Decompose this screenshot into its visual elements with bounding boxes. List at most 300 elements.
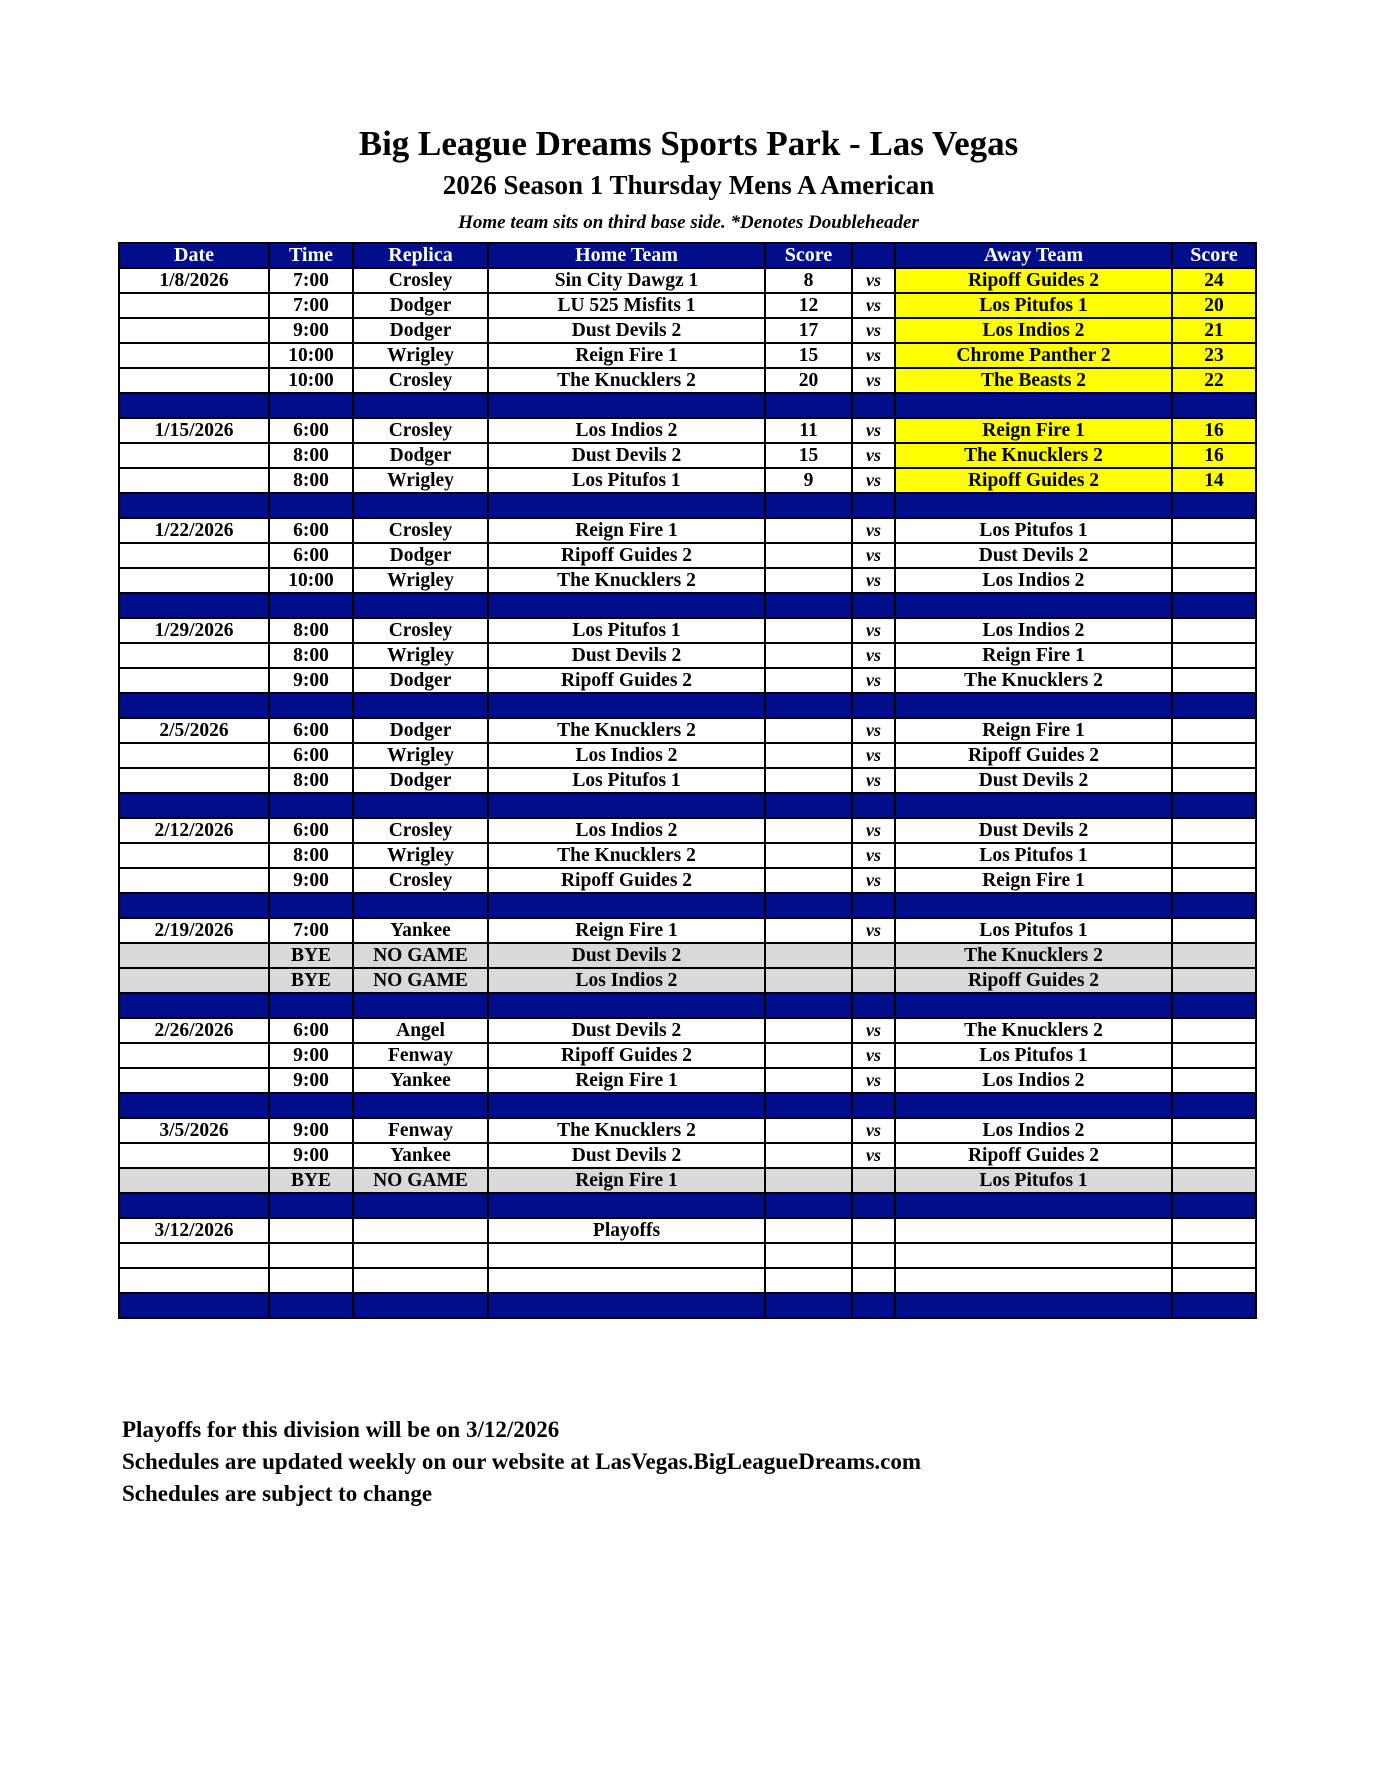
replica-cell: Wrigley: [353, 643, 488, 668]
table-row: [119, 543, 1256, 568]
date-cell: [119, 568, 269, 593]
date-cell: [119, 1168, 269, 1193]
vs-cell: vs: [852, 518, 895, 543]
away-team-cell: Los Pitufos 1: [895, 918, 1172, 943]
home-score-cell: [765, 1268, 852, 1293]
separator-cell: [1172, 493, 1256, 518]
away-team-cell: [895, 1268, 1172, 1293]
home-team-cell: Ripoff Guides 2: [488, 1043, 765, 1068]
separator-cell: [1172, 793, 1256, 818]
replica-cell: Crosley: [353, 518, 488, 543]
footer-change-note: Schedules are subject to change: [122, 1481, 433, 1506]
home-team-cell: Reign Fire 1: [488, 918, 765, 943]
time-cell: 6:00: [269, 743, 353, 768]
time-cell: 8:00: [269, 468, 353, 493]
time-cell: 9:00: [269, 1068, 353, 1093]
separator-cell: [119, 793, 269, 818]
home-team-cell: The Knucklers 2: [488, 568, 765, 593]
away-team-cell: The Knucklers 2: [895, 1018, 1172, 1043]
home-score-cell: 12: [765, 293, 852, 318]
separator-cell: [765, 393, 852, 418]
replica-cell: [353, 1243, 488, 1268]
vs-cell: [852, 1268, 895, 1293]
vs-cell: vs: [852, 568, 895, 593]
vs-cell: vs: [852, 743, 895, 768]
separator-cell: [895, 893, 1172, 918]
time-cell: 6:00: [269, 818, 353, 843]
schedule-table: [118, 242, 1257, 1319]
home-team-cell: Los Pitufos 1: [488, 618, 765, 643]
table-row: [119, 318, 1256, 343]
home-team-cell: The Knucklers 2: [488, 843, 765, 868]
separator-cell: [269, 1193, 353, 1218]
separator-cell: [488, 393, 765, 418]
home-team-cell: Dust Devils 2: [488, 1018, 765, 1043]
separator-row: [119, 393, 1256, 418]
away-score-cell: 21: [1172, 318, 1256, 343]
bye-row: [119, 1168, 1256, 1193]
separator-cell: [765, 493, 852, 518]
time-cell: 9:00: [269, 1043, 353, 1068]
time-cell: 8:00: [269, 618, 353, 643]
home-team-cell: Los Pitufos 1: [488, 768, 765, 793]
away-team-cell: Ripoff Guides 2: [895, 1143, 1172, 1168]
date-cell: [119, 668, 269, 693]
column-header-vs: [852, 243, 895, 268]
separator-cell: [1172, 993, 1256, 1018]
vs-cell: vs: [852, 818, 895, 843]
separator-cell: [852, 593, 895, 618]
away-score-cell: [1172, 718, 1256, 743]
away-team-cell: Ripoff Guides 2: [895, 268, 1172, 293]
home-score-cell: [765, 768, 852, 793]
away-team-cell: Reign Fire 1: [895, 418, 1172, 443]
date-cell: [119, 468, 269, 493]
separator-cell: [895, 493, 1172, 518]
away-score-cell: 14: [1172, 468, 1256, 493]
home-team-cell: The Knucklers 2: [488, 1118, 765, 1143]
separator-cell: [269, 593, 353, 618]
separator-cell: [852, 1293, 895, 1318]
replica-cell: Crosley: [353, 818, 488, 843]
separator-cell: [1172, 1293, 1256, 1318]
date-cell: 1/22/2026: [119, 518, 269, 543]
separator-cell: [119, 393, 269, 418]
home-team-cell: LU 525 Misfits 1: [488, 293, 765, 318]
column-header-date: Date: [119, 243, 269, 268]
vs-cell: vs: [852, 643, 895, 668]
separator-cell: [269, 1293, 353, 1318]
away-team-cell: Ripoff Guides 2: [895, 968, 1172, 993]
vs-cell: vs: [852, 843, 895, 868]
replica-cell: Wrigley: [353, 568, 488, 593]
table-row: [119, 1018, 1256, 1043]
away-team-cell: Reign Fire 1: [895, 643, 1172, 668]
table-row: [119, 1143, 1256, 1168]
date-cell: [119, 743, 269, 768]
table-header-row: [119, 243, 1256, 268]
table-row: [119, 443, 1256, 468]
home-score-cell: [765, 618, 852, 643]
separator-cell: [765, 793, 852, 818]
away-team-cell: Los Pitufos 1: [895, 518, 1172, 543]
home-score-cell: [765, 1243, 852, 1268]
date-cell: [119, 868, 269, 893]
time-cell: 8:00: [269, 643, 353, 668]
separator-cell: [852, 493, 895, 518]
away-score-cell: [1172, 943, 1256, 968]
replica-cell: Fenway: [353, 1043, 488, 1068]
table-row: [119, 643, 1256, 668]
away-team-cell: Ripoff Guides 2: [895, 468, 1172, 493]
home-score-cell: [765, 943, 852, 968]
home-team-cell: Dust Devils 2: [488, 443, 765, 468]
time-cell: 10:00: [269, 343, 353, 368]
separator-cell: [353, 493, 488, 518]
separator-cell: [269, 893, 353, 918]
table-row: [119, 1218, 1256, 1243]
time-cell: BYE: [269, 1168, 353, 1193]
time-cell: [269, 1268, 353, 1293]
away-team-cell: Dust Devils 2: [895, 818, 1172, 843]
home-team-cell: Los Indios 2: [488, 418, 765, 443]
schedule-body: [119, 268, 1256, 1318]
away-score-cell: [1172, 818, 1256, 843]
vs-cell: vs: [852, 768, 895, 793]
separator-cell: [765, 893, 852, 918]
page-subtitle: 2026 Season 1 Thursday Mens A American: [442, 170, 935, 200]
separator-row: [119, 593, 1256, 618]
separator-cell: [269, 993, 353, 1018]
time-cell: 7:00: [269, 918, 353, 943]
separator-cell: [353, 993, 488, 1018]
home-team-cell: Playoffs: [488, 1218, 765, 1243]
vs-cell: [852, 943, 895, 968]
separator-cell: [895, 393, 1172, 418]
table-row: [119, 343, 1256, 368]
vs-cell: vs: [852, 1068, 895, 1093]
column-header-away-team: Away Team: [895, 243, 1172, 268]
date-cell: [119, 343, 269, 368]
time-cell: 6:00: [269, 1018, 353, 1043]
date-cell: 3/5/2026: [119, 1118, 269, 1143]
time-cell: 6:00: [269, 543, 353, 568]
time-cell: 7:00: [269, 293, 353, 318]
away-score-cell: 23: [1172, 343, 1256, 368]
separator-row: [119, 893, 1256, 918]
vs-cell: vs: [852, 1118, 895, 1143]
home-team-cell: Reign Fire 1: [488, 1168, 765, 1193]
table-row: [119, 843, 1256, 868]
table-row: [119, 1068, 1256, 1093]
separator-cell: [852, 1093, 895, 1118]
separator-row: [119, 1193, 1256, 1218]
home-score-cell: 9: [765, 468, 852, 493]
date-cell: [119, 443, 269, 468]
replica-cell: Dodger: [353, 768, 488, 793]
table-row: [119, 468, 1256, 493]
separator-cell: [119, 993, 269, 1018]
home-score-cell: [765, 1018, 852, 1043]
separator-cell: [895, 1193, 1172, 1218]
away-score-cell: [1172, 643, 1256, 668]
date-cell: [119, 768, 269, 793]
replica-cell: Crosley: [353, 368, 488, 393]
away-team-cell: The Knucklers 2: [895, 943, 1172, 968]
away-score-cell: [1172, 968, 1256, 993]
time-cell: 9:00: [269, 668, 353, 693]
away-team-cell: Los Pitufos 1: [895, 1168, 1172, 1193]
separator-cell: [1172, 593, 1256, 618]
separator-cell: [895, 593, 1172, 618]
home-score-cell: [765, 1118, 852, 1143]
away-team-cell: Dust Devils 2: [895, 543, 1172, 568]
replica-cell: Angel: [353, 1018, 488, 1043]
separator-cell: [488, 993, 765, 1018]
date-cell: [119, 1268, 269, 1293]
date-cell: [119, 1043, 269, 1068]
replica-cell: NO GAME: [353, 1168, 488, 1193]
time-cell: 7:00: [269, 268, 353, 293]
time-cell: 9:00: [269, 318, 353, 343]
date-cell: [119, 543, 269, 568]
time-cell: 10:00: [269, 368, 353, 393]
replica-cell: Wrigley: [353, 743, 488, 768]
home-team-cell: Reign Fire 1: [488, 1068, 765, 1093]
replica-cell: NO GAME: [353, 943, 488, 968]
replica-cell: Yankee: [353, 918, 488, 943]
separator-cell: [1172, 393, 1256, 418]
home-score-cell: 8: [765, 268, 852, 293]
vs-cell: vs: [852, 618, 895, 643]
separator-cell: [119, 1293, 269, 1318]
separator-cell: [353, 593, 488, 618]
separator-cell: [119, 693, 269, 718]
vs-cell: vs: [852, 443, 895, 468]
separator-cell: [895, 1093, 1172, 1118]
vs-cell: [852, 1218, 895, 1243]
away-team-cell: Los Indios 2: [895, 318, 1172, 343]
away-team-cell: Chrome Panther 2: [895, 343, 1172, 368]
home-score-cell: 11: [765, 418, 852, 443]
separator-cell: [488, 1193, 765, 1218]
separator-cell: [269, 793, 353, 818]
home-score-cell: 17: [765, 318, 852, 343]
away-score-cell: [1172, 1018, 1256, 1043]
away-team-cell: Reign Fire 1: [895, 868, 1172, 893]
vs-cell: vs: [852, 1043, 895, 1068]
date-cell: [119, 843, 269, 868]
separator-row: [119, 993, 1256, 1018]
away-team-cell: The Knucklers 2: [895, 668, 1172, 693]
away-team-cell: Los Indios 2: [895, 618, 1172, 643]
separator-cell: [765, 993, 852, 1018]
table-row: [119, 918, 1256, 943]
separator-cell: [895, 993, 1172, 1018]
separator-cell: [119, 893, 269, 918]
separator-cell: [895, 693, 1172, 718]
away-score-cell: [1172, 1068, 1256, 1093]
date-cell: 2/12/2026: [119, 818, 269, 843]
time-cell: 9:00: [269, 1118, 353, 1143]
vs-cell: [852, 1243, 895, 1268]
vs-cell: [852, 968, 895, 993]
home-team-cell: Los Indios 2: [488, 743, 765, 768]
separator-cell: [852, 393, 895, 418]
separator-cell: [353, 693, 488, 718]
home-team-cell: Reign Fire 1: [488, 518, 765, 543]
separator-cell: [353, 1293, 488, 1318]
table-row: [119, 743, 1256, 768]
home-team-cell: Los Indios 2: [488, 968, 765, 993]
column-header-home-team: Home Team: [488, 243, 765, 268]
replica-cell: Dodger: [353, 668, 488, 693]
page-title: Big League Dreams Sports Park - Las Vegas: [358, 124, 1019, 163]
home-score-cell: 20: [765, 368, 852, 393]
separator-cell: [119, 593, 269, 618]
home-team-cell: Ripoff Guides 2: [488, 868, 765, 893]
replica-cell: Dodger: [353, 718, 488, 743]
separator-row: [119, 693, 1256, 718]
home-score-cell: [765, 1168, 852, 1193]
separator-cell: [488, 793, 765, 818]
home-score-cell: [765, 743, 852, 768]
separator-cell: [852, 993, 895, 1018]
table-row: [119, 668, 1256, 693]
home-team-cell: Ripoff Guides 2: [488, 543, 765, 568]
home-team-cell: [488, 1268, 765, 1293]
replica-cell: Wrigley: [353, 343, 488, 368]
time-cell: 10:00: [269, 568, 353, 593]
home-score-cell: [765, 843, 852, 868]
home-score-cell: [765, 1043, 852, 1068]
home-team-cell: Reign Fire 1: [488, 343, 765, 368]
separator-cell: [1172, 1093, 1256, 1118]
separator-cell: [765, 1293, 852, 1318]
column-header-home-score: Score: [765, 243, 852, 268]
home-team-cell: The Knucklers 2: [488, 718, 765, 743]
table-row: [119, 1268, 1256, 1293]
vs-cell: vs: [852, 418, 895, 443]
away-score-cell: [1172, 668, 1256, 693]
date-cell: 2/26/2026: [119, 1018, 269, 1043]
date-cell: 2/5/2026: [119, 718, 269, 743]
separator-row: [119, 1093, 1256, 1118]
date-cell: [119, 968, 269, 993]
time-cell: BYE: [269, 968, 353, 993]
table-row: [119, 1118, 1256, 1143]
away-score-cell: [1172, 1143, 1256, 1168]
home-score-cell: [765, 643, 852, 668]
away-team-cell: Los Indios 2: [895, 568, 1172, 593]
bye-row: [119, 943, 1256, 968]
away-score-cell: [1172, 1118, 1256, 1143]
home-team-cell: Dust Devils 2: [488, 318, 765, 343]
away-team-cell: [895, 1218, 1172, 1243]
column-header-away-score: Score: [1172, 243, 1256, 268]
column-header-time: Time: [269, 243, 353, 268]
separator-cell: [353, 393, 488, 418]
home-score-cell: [765, 718, 852, 743]
time-cell: 8:00: [269, 843, 353, 868]
home-score-cell: [765, 1068, 852, 1093]
separator-cell: [852, 793, 895, 818]
away-score-cell: [1172, 543, 1256, 568]
replica-cell: Wrigley: [353, 843, 488, 868]
separator-cell: [269, 493, 353, 518]
home-score-cell: [765, 543, 852, 568]
table-row: [119, 818, 1256, 843]
away-team-cell: The Knucklers 2: [895, 443, 1172, 468]
table-row: [119, 868, 1256, 893]
separator-cell: [119, 1093, 269, 1118]
vs-cell: vs: [852, 668, 895, 693]
home-score-cell: [765, 868, 852, 893]
table-row: [119, 293, 1256, 318]
time-cell: 9:00: [269, 1143, 353, 1168]
vs-cell: vs: [852, 268, 895, 293]
home-team-cell: [488, 1243, 765, 1268]
date-cell: [119, 1068, 269, 1093]
separator-cell: [119, 493, 269, 518]
separator-cell: [765, 1193, 852, 1218]
time-cell: BYE: [269, 943, 353, 968]
away-team-cell: Dust Devils 2: [895, 768, 1172, 793]
separator-cell: [269, 693, 353, 718]
time-cell: [269, 1218, 353, 1243]
separator-cell: [765, 1093, 852, 1118]
vs-cell: vs: [852, 543, 895, 568]
vs-cell: vs: [852, 1143, 895, 1168]
away-score-cell: [1172, 743, 1256, 768]
away-team-cell: Los Pitufos 1: [895, 1043, 1172, 1068]
away-score-cell: [1172, 1168, 1256, 1193]
separator-cell: [895, 793, 1172, 818]
table-row: [119, 518, 1256, 543]
separator-cell: [269, 1093, 353, 1118]
table-row: [119, 568, 1256, 593]
replica-cell: [353, 1218, 488, 1243]
date-cell: 1/8/2026: [119, 268, 269, 293]
away-score-cell: [1172, 768, 1256, 793]
home-score-cell: [765, 968, 852, 993]
separator-cell: [852, 693, 895, 718]
away-score-cell: [1172, 1243, 1256, 1268]
home-score-cell: [765, 568, 852, 593]
home-score-cell: [765, 668, 852, 693]
separator-cell: [353, 1093, 488, 1118]
date-cell: [119, 943, 269, 968]
replica-cell: Fenway: [353, 1118, 488, 1143]
away-score-cell: [1172, 843, 1256, 868]
date-cell: 1/15/2026: [119, 418, 269, 443]
separator-row: [119, 493, 1256, 518]
separator-row: [119, 1293, 1256, 1318]
time-cell: 6:00: [269, 718, 353, 743]
replica-cell: Dodger: [353, 318, 488, 343]
date-cell: [119, 1143, 269, 1168]
away-score-cell: 16: [1172, 443, 1256, 468]
date-cell: 3/12/2026: [119, 1218, 269, 1243]
away-score-cell: [1172, 1218, 1256, 1243]
separator-cell: [488, 493, 765, 518]
separator-cell: [765, 693, 852, 718]
home-team-cell: Ripoff Guides 2: [488, 668, 765, 693]
home-team-cell: Sin City Dawgz 1: [488, 268, 765, 293]
time-cell: [269, 1243, 353, 1268]
vs-cell: vs: [852, 468, 895, 493]
away-score-cell: [1172, 518, 1256, 543]
